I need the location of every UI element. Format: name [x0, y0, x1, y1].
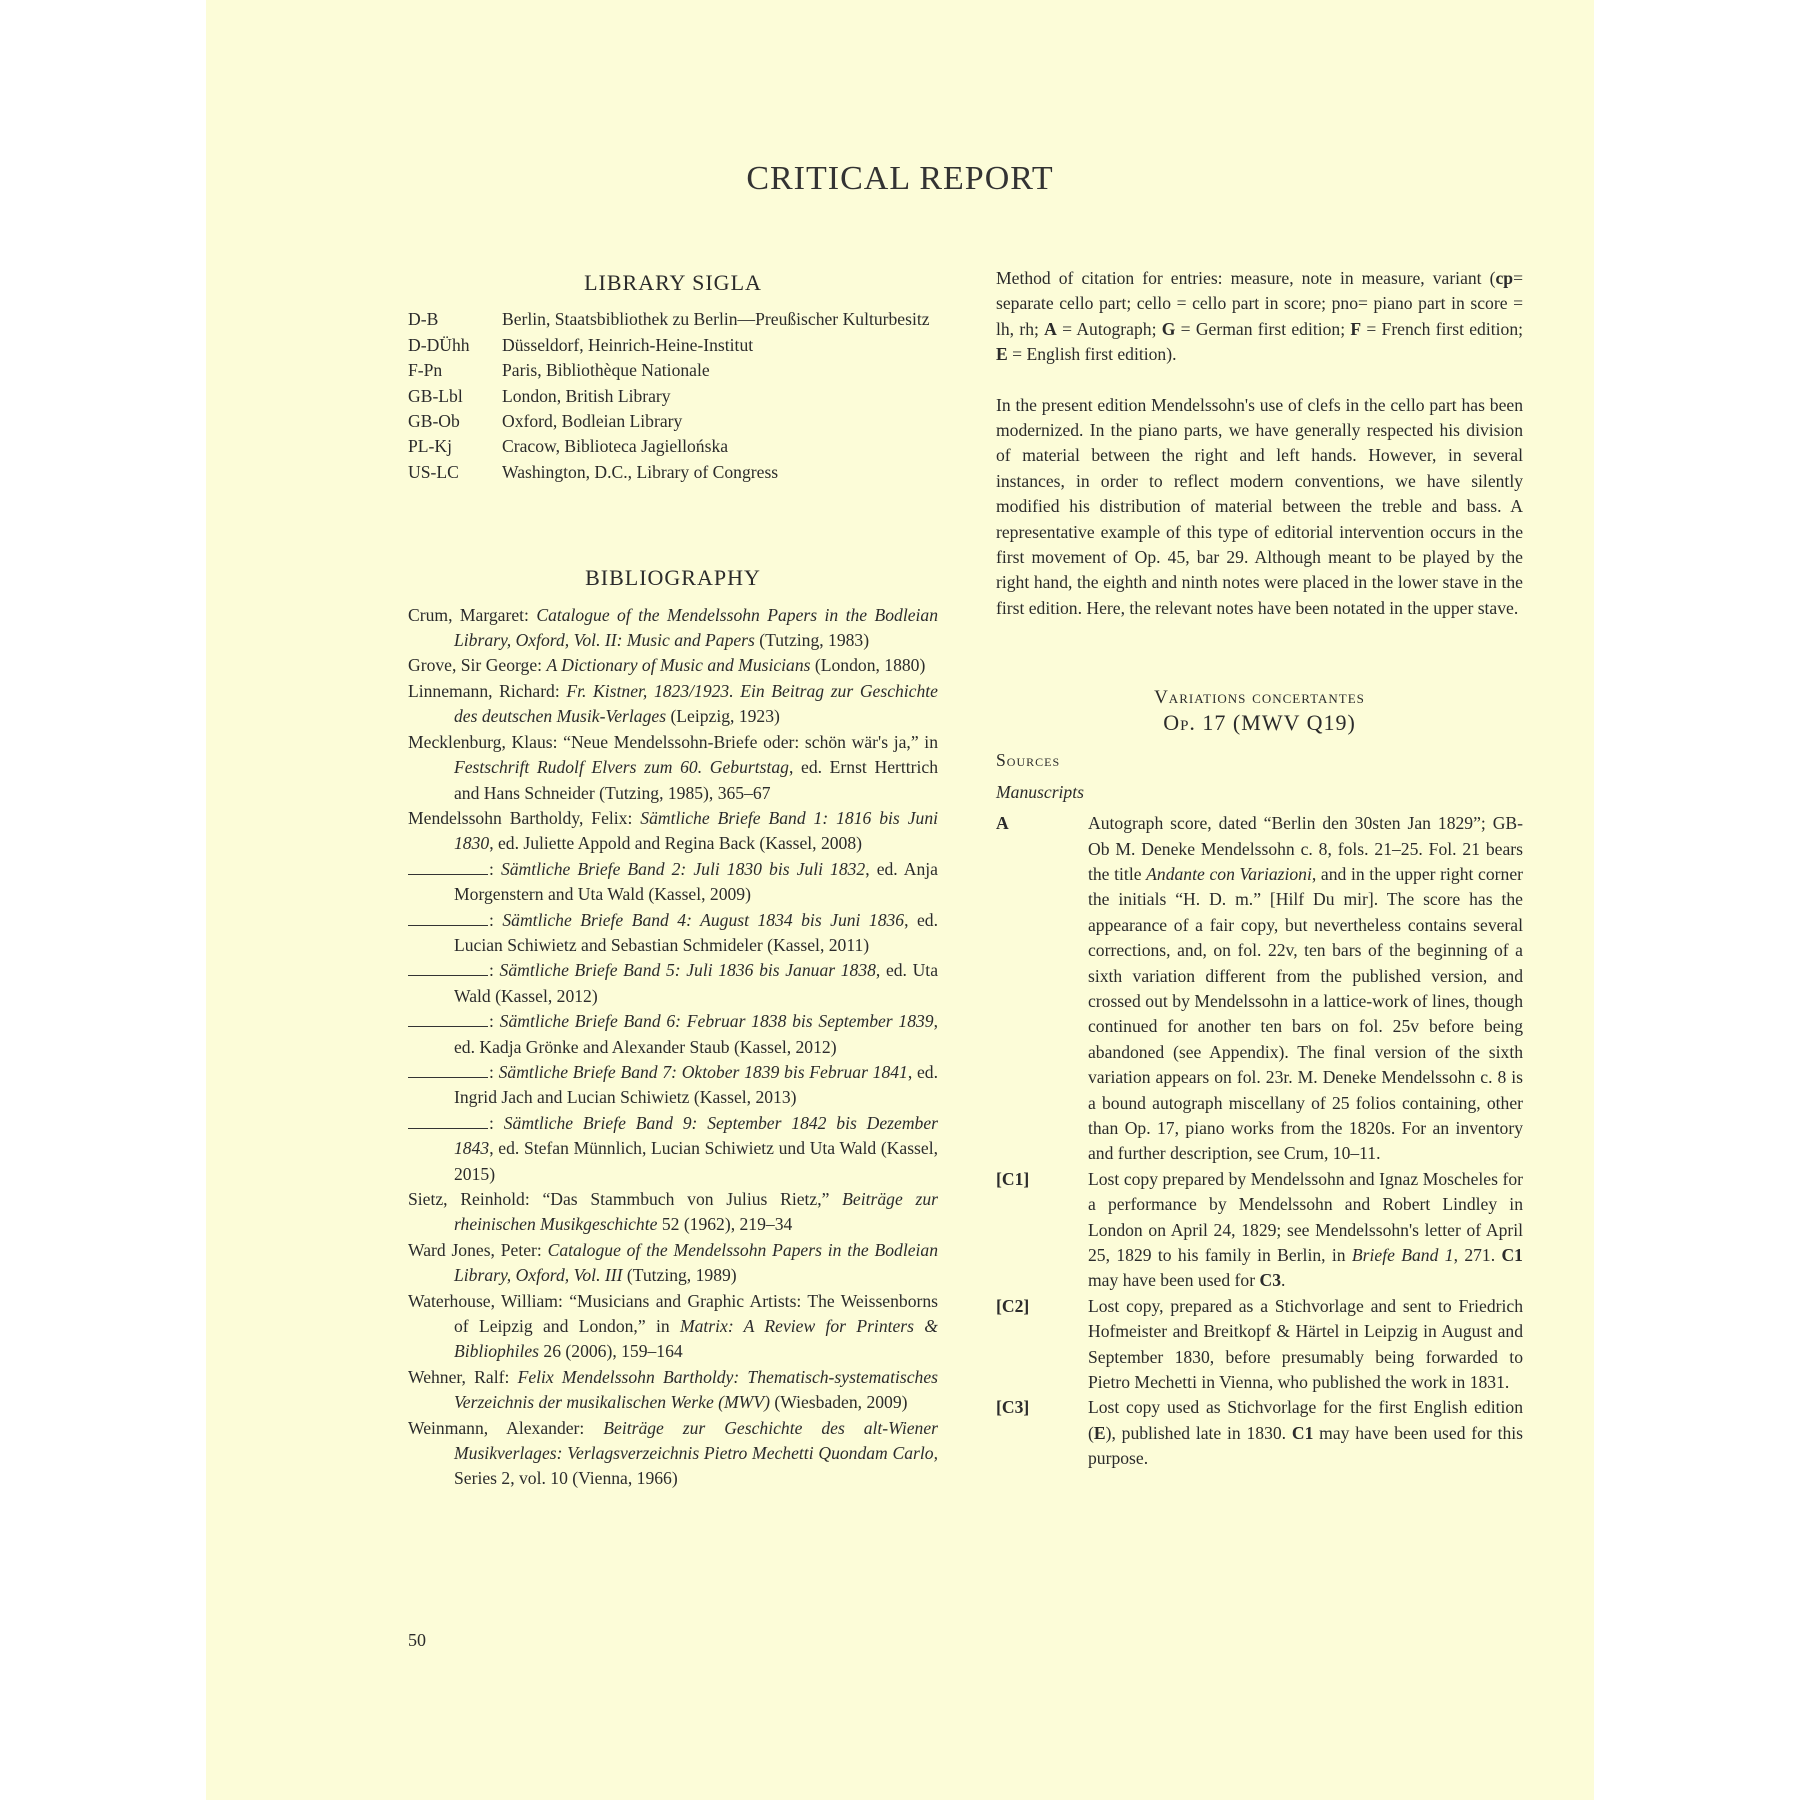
source-entry [996, 1294, 1523, 1396]
sigla-code: PL-Kj [408, 436, 452, 457]
citation-text-segment: = French first edition; [1361, 318, 1523, 339]
entry-publication-text: , ed. Uta Wald (Kassel, 2012) [454, 960, 938, 1006]
entry-author-text: : [489, 1061, 499, 1082]
page-title: CRITICAL REPORT [746, 160, 1054, 197]
sigla-code: D-DÜhh [408, 334, 470, 355]
entry-publication-text: , ed. Ernst Herttrich and Hans Schneider (Tutzing, 1985), 365–67 [454, 757, 938, 803]
sigla-code: GB-Ob [408, 411, 460, 432]
entry-title-text: Sämtliche Briefe Band 1: 1816 bis Juni 1830 [454, 807, 938, 854]
source-text-segment: , and in the upper right corner the initials “H. D. m.” [Hilf Du mir]. The score has the appearance of a fair copy, but nevertheless contains several corrections, and, on fol. 22v, ten bars of the beginning of a sixth variation different from the published version, and crossed out by Mendelssohn in a lattice-work of lines, though continued for another ten bars on fol. 25v before being abandoned (see Appendix). The final version of the sixth variation appears on fol. 23r. M. Deneke Mendelssohn c. 8 is a bound autograph miscellany of 25 folios containing, other than Op. 17, piano works from the 1820s. For an inventory and further description, see Crum, 10–11. [1088, 863, 1523, 1164]
manuscripts-heading: Manuscripts [996, 781, 1084, 802]
citation-text-segment: = English first edition). [1007, 344, 1177, 365]
source-text-segment: Briefe Band 1 [1351, 1245, 1454, 1265]
entry-author-text: Ward Jones, Peter: [408, 1239, 548, 1260]
bibliography-entry [408, 806, 938, 857]
entry-title-text: Sämtliche Briefe Band 2: Juli 1830 bis Juli 1832 [500, 858, 866, 879]
sigla-row [408, 460, 938, 485]
entry-publication-text: , ed. Ingrid Jach and Lucian Schiwietz (Kassel, 2013) [454, 1061, 938, 1108]
source-description [1088, 1395, 1523, 1471]
source-siglum: [C2] [996, 1295, 1030, 1316]
sigla-row [408, 409, 938, 434]
entry-author-text: : [489, 1112, 504, 1133]
bibliography-entry [408, 1416, 938, 1492]
entry-publication-text: , ed. Kadja Grönke and Alexander Staub (Kassel, 2012) [454, 1011, 938, 1057]
entry-author-text: Linnemann, Richard: [408, 680, 567, 701]
source-text-segment: . [1281, 1270, 1286, 1291]
source-text-segment: E [1093, 1422, 1106, 1443]
source-entry [996, 1167, 1523, 1294]
source-text-segment: C1 [1501, 1245, 1523, 1265]
document-page [206, 0, 1594, 1800]
entry-author-text: : [489, 909, 503, 930]
repeat-author-rule [408, 963, 488, 976]
entry-title-text: Sämtliche Briefe Band 6: Februar 1838 bis September 1839 [499, 1011, 934, 1032]
entry-title-text: Sämtliche Briefe Band 4: August 1834 bis Juni 1836 [502, 909, 905, 930]
entry-publication-text: 26 (2006), 159–164 [539, 1341, 683, 1362]
repeat-author-rule [408, 1014, 488, 1027]
source-entry [996, 811, 1523, 1167]
entry-author-text: Crum, Margaret: [408, 604, 537, 625]
bibliography-entry [408, 1238, 938, 1289]
bibliography-heading: BIBLIOGRAPHY [585, 565, 761, 591]
entry-author-text: : [489, 960, 500, 981]
entry-publication-text: 52 (1962), 219–34 [657, 1214, 793, 1235]
sigla-library-name: Berlin, Staatsbibliothek zu Berlin—Preußischer Kulturbesitz [502, 309, 930, 330]
bibliography-list [408, 603, 938, 1492]
bibliography-entry [408, 1009, 938, 1060]
entry-publication-text: Series 2, vol. 10 (Vienna, 1966) [454, 1468, 678, 1489]
entry-author-text: Waterhouse, William: “Musicians and Graphic Artists: The Weissenborns of Leipzig and London,” in [408, 1290, 938, 1337]
sigla-code: US-LC [408, 461, 459, 482]
citation-method-paragraph [996, 266, 1523, 368]
entry-title-text: Beiträge zur rheinischen Musikgeschichte [454, 1189, 938, 1235]
repeat-author-rule [408, 862, 488, 875]
sources-heading: Sources [996, 750, 1061, 771]
source-description [1088, 811, 1523, 1167]
source-siglum: [C3] [996, 1397, 1030, 1418]
entry-title-text: Catalogue of the Mendelssohn Papers in the Bodleian Library, Oxford, Vol. II: Music and Papers [454, 604, 938, 651]
entry-publication-text: (Wiesbaden, 2009) [769, 1392, 908, 1413]
sigla-library-name: Oxford, Bodleian Library [502, 411, 683, 432]
source-text-segment: C3 [1259, 1270, 1281, 1291]
sigla-code: GB-Lbl [408, 385, 463, 406]
entry-author-text: Mecklenburg, Klaus: “Neue Mendelssohn-Briefe oder: schön wär's ja,” in [408, 731, 938, 752]
entry-publication-text: (Leipzig, 1923) [666, 706, 780, 727]
sigla-library-name: Düsseldorf, Heinrich-Heine-Institut [502, 334, 754, 355]
citation-text-segment: A [1044, 318, 1057, 339]
source-text-segment: may have been used for this purpose. [1088, 1422, 1523, 1469]
bibliography-entry [408, 1187, 938, 1238]
sigla-code: D-B [408, 309, 439, 330]
variations-title: Variations concertantes [1154, 687, 1365, 709]
library-sigla-heading: LIBRARY SIGLA [584, 270, 762, 295]
variations-subtitle: Op. 17 (MWV Q19) [1163, 710, 1356, 736]
source-text-segment: Lost copy used as Stichvorlage for the first English edition ( [1088, 1397, 1523, 1443]
source-description [1088, 1294, 1523, 1396]
sigla-code: F-Pn [408, 360, 443, 381]
sigla-library-name: Washington, D.C., Library of Congress [502, 461, 779, 482]
edition-note-paragraph: In the present edition Mendelssohn's use of clefs in the cello part has been modernized. In the piano parts, we have generally respected his division of material between the right and left hands. However, in several instances, in order to reflect modern conventions, we have silently modified his distribution of material between the treble and bass. A representative example of this type of editorial intervention occurs in the first movement of Op. 45, bar 29. Although meant to be played by the right hand, the eighth and ninth notes were placed in the lower stave in the first edition. Here, the relevant notes have been notated in the upper stave. [996, 394, 1523, 618]
variations-heading [996, 685, 1523, 736]
bibliography-entry [408, 653, 938, 678]
entry-author-text: Weinmann, Alexander: [408, 1417, 604, 1438]
repeat-author-rule [408, 913, 488, 926]
entry-title-text: Sämtliche Briefe Band 7: Oktober 1839 bis Februar 1841 [498, 1061, 908, 1082]
entry-title-text: Sämtliche Briefe Band 5: Juli 1836 bis Januar 1838 [499, 960, 876, 981]
entry-author-text: : [489, 1011, 500, 1032]
citation-text-segment: cp [1495, 268, 1514, 288]
repeat-author-rule [408, 1116, 488, 1129]
sigla-library-name: Cracow, Biblioteca Jagiellońska [502, 436, 729, 457]
citation-text-segment: F [1350, 318, 1362, 339]
source-entry [996, 1395, 1523, 1471]
citation-text-segment: Method of citation for entries: measure, note in measure, variant ( [996, 268, 1496, 288]
bibliography-entry [408, 603, 938, 654]
entry-publication-text: (Tutzing, 1983) [754, 630, 870, 651]
sigla-row [408, 307, 938, 332]
entry-title-text: Beiträge zur Geschichte des alt-Wiener Musikverlages: Verlagsverzeichnis Pietro Mechetti Quondam Carlo, [454, 1417, 938, 1464]
citation-text-segment: = Autograph; [1056, 318, 1162, 339]
entry-author-text: Mendelssohn Bartholdy, Felix: [408, 807, 641, 828]
source-siglum: [C1] [996, 1168, 1030, 1189]
entry-publication-text: (London, 1880) [810, 655, 926, 676]
entry-author-text: Grove, Sir George: [408, 655, 547, 676]
entry-title-text: Catalogue of the Mendelssohn Papers in the Bodleian Library, Oxford, Vol. III [454, 1239, 938, 1286]
sigla-library-name: Paris, Bibliothèque Nationale [502, 360, 710, 381]
source-text-segment: , 271. [1453, 1245, 1502, 1265]
entry-publication-text: , ed. Lucian Schiwietz and Sebastian Schmideler (Kassel, 2011) [454, 909, 938, 955]
citation-text-segment: = separate cello part; cello = cello part in score; pno= piano part in score = lh, rh; [996, 268, 1523, 339]
entry-title-text: Fr. Kistner, 1823/1923. Ein Beitrag zur Geschichte des deutschen Musik-Verlages [454, 680, 938, 727]
sources-list [996, 811, 1523, 1472]
bibliography-entry [408, 1289, 938, 1365]
source-siglum: A [996, 813, 1009, 834]
left-column [408, 270, 938, 1492]
entry-title-text: A Dictionary of Music and Musicians [546, 655, 811, 676]
sigla-row [408, 384, 938, 409]
entry-publication-text: (Tutzing, 1989) [622, 1265, 737, 1286]
bibliography-entry [408, 730, 938, 806]
source-text-segment: C1 [1291, 1422, 1314, 1443]
sigla-row [408, 434, 938, 459]
repeat-author-rule [408, 1065, 488, 1078]
entry-title-text: Matrix: A Review for Printers & Bibliophiles [454, 1316, 938, 1362]
entry-publication-text: , ed. Anja Morgenstern and Uta Wald (Kassel, 2009) [454, 858, 938, 905]
citation-text-segment: E [996, 344, 1008, 365]
library-sigla-list [408, 307, 938, 485]
sigla-row [408, 358, 938, 383]
page-number: 50 [408, 1630, 426, 1650]
source-text-segment: may have been used for [1088, 1270, 1260, 1291]
entry-author-text: : [489, 858, 501, 879]
right-column [996, 266, 1523, 1472]
bibliography-entry [408, 1365, 938, 1416]
citation-text-segment: = German first edition; [1175, 318, 1351, 339]
source-text-segment: Andante con Variazioni [1146, 863, 1312, 884]
citation-text-segment: G [1161, 318, 1176, 339]
source-text-segment: ), published late in 1830. [1105, 1422, 1292, 1443]
source-text-segment: Autograph score, dated “Berlin den 30sten Jan 1829”; GB-Ob M. Deneke Mendelssohn c. 8, fols. 21–25. Fol. 21 bears the title [1088, 813, 1523, 884]
bibliography-entry [408, 958, 938, 1009]
bibliography-entry [408, 1060, 938, 1111]
source-description [1088, 1167, 1523, 1294]
entry-title-text: Festschrift Rudolf Elvers zum 60. Geburtstag [454, 757, 789, 778]
entry-author-text: Sietz, Reinhold: “Das Stammbuch von Julius Rietz,” [408, 1189, 843, 1209]
entry-title-text: Sämtliche Briefe Band 9: September 1842 bis Dezember 1843 [454, 1112, 938, 1159]
entry-author-text: Wehner, Ralf: [408, 1366, 518, 1387]
sigla-row [408, 333, 938, 358]
bibliography-entry [408, 908, 938, 959]
source-text-segment: Lost copy, prepared as a Stichvorlage and sent to Friedrich Hofmeister and Breitkopf & Härtel in Leipzig in August and September 1830, before presumably being forwarded to Pietro Mechetti in Vienna, who published the work in 1831. [1088, 1295, 1523, 1393]
entry-publication-text: , ed. Stefan Münnlich, Lucian Schiwietz und Uta Wald (Kassel, 2015) [454, 1138, 938, 1184]
bibliography-entry [408, 857, 938, 908]
source-text-segment: Lost copy prepared by Mendelssohn and Ignaz Moscheles for a performance by Mendelssohn and Robert Lindley in London on April 24, 1829; see Mendelssohn's letter of April 25, 1829 to his family in Berlin, in [1088, 1168, 1523, 1265]
bibliography-entry [408, 1111, 938, 1187]
entry-publication-text: , ed. Juliette Appold and Regina Back (Kassel, 2008) [489, 833, 862, 854]
bibliography-entry [408, 679, 938, 730]
sigla-library-name: London, British Library [502, 385, 671, 406]
entry-title-text: Felix Mendelssohn Bartholdy: Thematisch-systematisches Verzeichnis der musikalischen Werke (MWV) [454, 1366, 938, 1413]
